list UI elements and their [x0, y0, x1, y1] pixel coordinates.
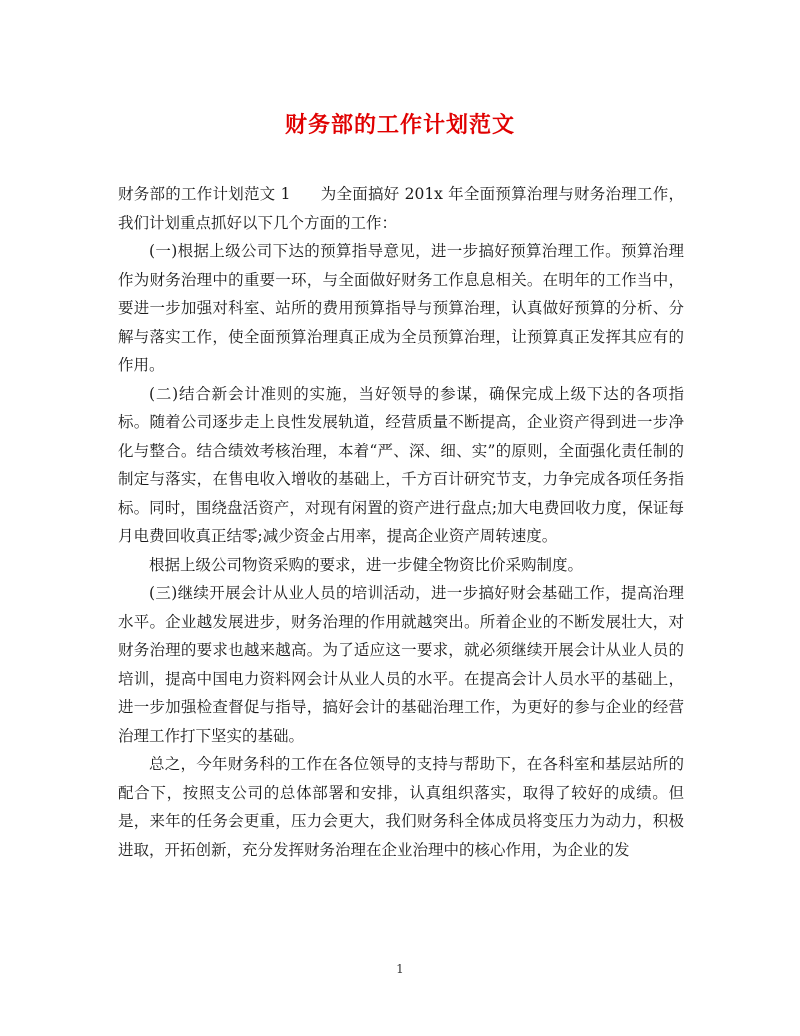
paragraph-1: (一)根据上级公司下达的预算指导意见，进一步搞好预算治理工作。预算治理作为财务治理中的重要一环，与全面做好财务工作息息相关。在明年的工作当中，要进一步加强对科室、站所的费用预算指导与预算治理，认真做好预算的分析、分解与落实工作，使全面预算治理真正成为全员预算治理，让预算真正发挥其应有的作用。	[118, 242, 684, 374]
paragraph-5: 总之，今年财务科的工作在各位领导的支持与帮助下，在各科室和基层站所的配合下，按照支公司的总体部署和安排，认真组织落实，取得了较好的成绩。但是，来年的任务会更重，压力会更大，我们财务科全体成员将变压力为动力，积极进取，开拓创新，充分发挥财务治理在企业治理中的核心作用，为企业的发	[118, 755, 684, 859]
page-number: 1	[396, 962, 404, 976]
intro-label: 财务部的工作计划范文 1	[118, 185, 291, 203]
paragraph-3: 根据上级公司物资采购的要求，进一步健全物资比价采购制度。	[149, 555, 584, 574]
intro-text: 为全面搞好 201x 年全面预算治理与财务治理工作，我们计划重点抓好以下几个方面的工作：	[118, 185, 684, 232]
document-title: 财务部的工作计划范文	[284, 112, 515, 138]
paragraph-4: (三)继续开展会计从业人员的培训活动，进一步搞好财会基础工作，提高治理水平。企业越发展进步，财务治理的作用就越突出。所着企业的不断发展壮大，对财务治理的要求也越来越高。为了适应这一要求，就必须继续开展会计从业人员的培训，提高中国电力资料网会计从业人员的水平。在提高会计人员水平的基础上，进一步加强检查督促与指导，搞好会计的基础治理工作，为更好的参与企业的经营治理工作打下坚实的基础。	[118, 584, 684, 745]
paragraph-2: (二)结合新会计准则的实施，当好领导的参谋，确保完成上级下达的各项指标。随着公司逐步走上良性发展轨道，经营质量不断提高，企业资产得到进一步净化与整合。结合绩效考核治理，本着“严、深、细、实”的原则，全面强化责任制的制定与落实，在售电收入增收的基础上，千方百计研究节支，力争完成各项任务指标。同时，围绕盘活资产，对现有闲置的资产进行盘点;加大电费回收力度，保证每月电费回收真正结零;减少资金占用率，提高企业资产周转速度。	[118, 384, 684, 545]
intro-paragraph	[118, 180, 684, 237]
document-body	[118, 180, 684, 864]
